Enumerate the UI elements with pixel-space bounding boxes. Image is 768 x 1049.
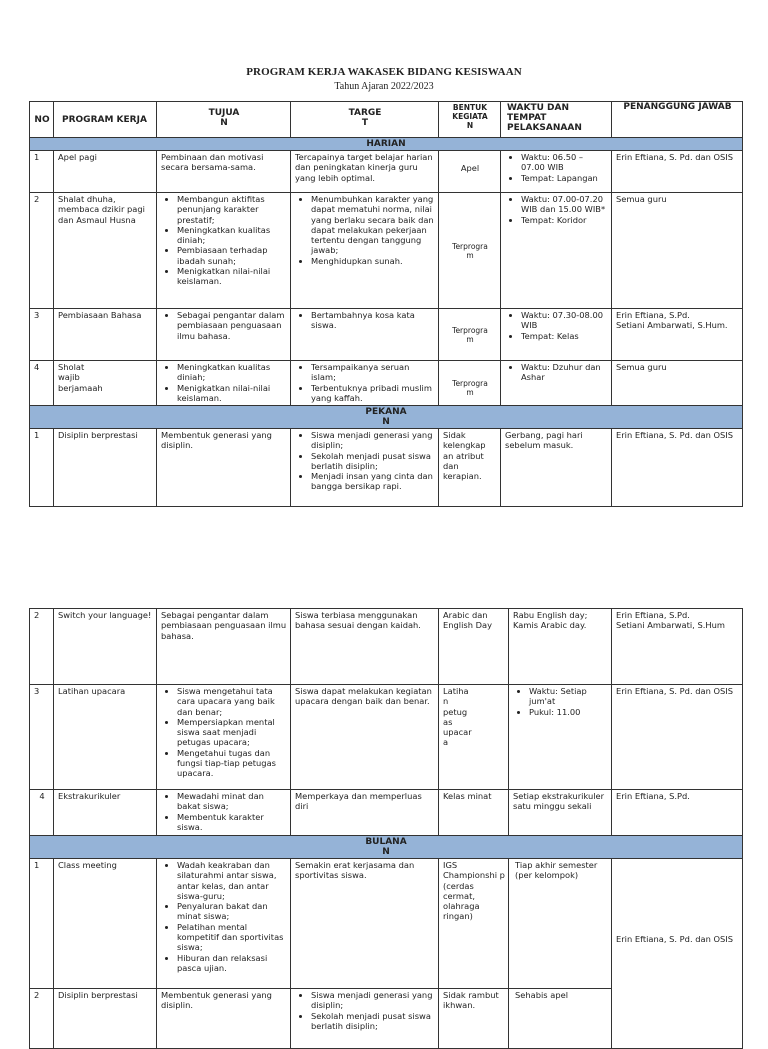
row-tujuan: Membentuk generasi yang disiplin. [157, 989, 291, 1049]
waktu-item: • Tempat: Lapangan [521, 173, 608, 183]
row-program: Disiplin berprestasi [54, 989, 157, 1049]
row-bentuk: Terprogra m [439, 361, 501, 406]
row-no: 2 [30, 989, 54, 1049]
tujuan-item: • Siswa mengetahui tata cara upacara yang baik dan benar; [177, 686, 287, 717]
header-penanggung-jawab: PENANGGUNG JAWAB [612, 102, 743, 138]
document-title: PROGRAM KERJA WAKASEK BIDANG KESISWAAN [246, 66, 522, 78]
row-no: 1 [30, 859, 54, 989]
target-item: • Bertambahnya kosa kata siswa. [311, 310, 435, 331]
row-program: Sholat wajib berjamaah [54, 361, 157, 406]
row-target [291, 193, 439, 309]
row-tujuan [157, 309, 291, 361]
waktu-item: • Waktu: Setiap jum'at [529, 686, 608, 707]
tujuan-item: • Pelatihan mental kompetitif dan sportivitas siswa; [177, 922, 287, 953]
row-waktu [501, 151, 612, 193]
row-bentuk: Sidak kelengkap an atribut dan kerapian. [439, 429, 501, 507]
waktu-item: • Waktu: 07.30-08.00 WIB [521, 310, 608, 331]
row-target: Siswa terbiasa menggunakan bahasa sesuai dengan kaidah. [291, 609, 439, 685]
row-no: 3 [30, 685, 54, 790]
tujuan-item: • Hiburan dan relaksasi pasca ujian. [177, 953, 287, 974]
row-program: Latihan upacara [54, 685, 157, 790]
row-pj: Erin Eftiana, S. Pd. dan OSIS [612, 151, 743, 193]
target-item: • Menjadi insan yang cinta dan bangga bersikap rapi. [311, 471, 435, 492]
target-item: • Tersampaikanya seruan islam; [311, 362, 435, 383]
row-target: Memperkaya dan memperluas diri [291, 790, 439, 836]
row-pj: Erin Eftiana, S.Pd. [612, 790, 743, 836]
header-row [30, 102, 743, 138]
tujuan-item: • Meningkatkan kualitas diniah; [177, 362, 287, 383]
row-program: Apel pagi [54, 151, 157, 193]
row-target: Tercapainya target belajar harian dan peningkatan kinerja guru yang lebih optimal. [291, 151, 439, 193]
table-row [30, 859, 743, 989]
waktu-item: • Waktu: 07.00-07.20 WIB dan 15.00 WIB* [521, 194, 608, 215]
row-tujuan: Membentuk generasi yang disiplin. [157, 429, 291, 507]
row-pj: Erin Eftiana, S.Pd. Setiani Ambarwati, S.Hum. [612, 309, 743, 361]
row-bentuk: Terprogra m [439, 193, 501, 309]
section-label: PEKANA N [30, 406, 743, 429]
table-row [30, 685, 743, 790]
section-label: BULANA N [30, 836, 743, 859]
document-subtitle: Tahun Ajaran 2022/2023 [334, 81, 434, 92]
row-bentuk: IGS Championshi p (cerdas cermat, olahraga ringan) [439, 859, 509, 989]
header-tujuan: TUJUA N [157, 102, 291, 138]
row-pj: Erin Eftiana, S.Pd. Setiani Ambarwati, S.Hum [612, 609, 743, 685]
row-waktu: Rabu English day; Kamis Arabic day. [509, 609, 612, 685]
row-program: Switch your language! [54, 609, 157, 685]
table-row [30, 193, 743, 309]
row-target: Siswa dapat melakukan kegiatan upacara dengan baik dan benar. [291, 685, 439, 790]
row-waktu [509, 685, 612, 790]
row-program: Pembiasaan Bahasa [54, 309, 157, 361]
tujuan-item: • Meningkatkan kualitas diniah; [177, 225, 287, 246]
row-no: 2 [30, 609, 54, 685]
row-bentuk: Arabic dan English Day [439, 609, 509, 685]
row-waktu [501, 309, 612, 361]
target-item: • Siswa menjadi generasi yang disiplin; [311, 990, 435, 1011]
header-bentuk: BENTUK KEGIATA N [439, 102, 501, 138]
header-target: TARGE T [291, 102, 439, 138]
tujuan-item: • Mempersiapkan mental siswa saat menjadi petugas upacara; [177, 717, 287, 748]
row-target [291, 309, 439, 361]
header-waktu: WAKTU DAN TEMPAT PELAKSANAAN [501, 102, 612, 138]
row-bentuk: Latiha n petug as upacar a [439, 685, 509, 790]
tujuan-item: • Pembiasaan terhadap ibadah sunah; [177, 245, 287, 266]
waktu-item: • Pukul: 11.00 [529, 707, 608, 717]
row-waktu [501, 361, 612, 406]
waktu-item: • Waktu: Dzuhur dan Ashar [521, 362, 608, 383]
program-table-page1 [29, 101, 743, 507]
row-pj: Erin Eftiana, S. Pd. dan OSIS [612, 429, 743, 507]
row-target: Semakin erat kerjasama dan sportivitas siswa. [291, 859, 439, 989]
target-item: • Terbentuknya pribadi muslim yang kaffah. [311, 383, 435, 404]
row-no: 4 [30, 790, 54, 836]
target-item: • Sekolah menjadi pusat siswa berlatih disiplin; [311, 1011, 435, 1032]
row-target [291, 361, 439, 406]
tujuan-item: • Membentuk karakter siswa. [177, 812, 287, 833]
target-item: • Sekolah menjadi pusat siswa berlatih disiplin; [311, 451, 435, 472]
row-tujuan [157, 361, 291, 406]
row-pj: Semua guru [612, 361, 743, 406]
table-row [30, 609, 743, 685]
target-item: • Siswa menjadi generasi yang disiplin; [311, 430, 435, 451]
row-bentuk: Kelas minat [439, 790, 509, 836]
row-tujuan: Sebagai pengantar dalam pembiasaan penguasaan ilmu bahasa. [157, 609, 291, 685]
row-no: 2 [30, 193, 54, 309]
row-bentuk: Apel [439, 151, 501, 193]
row-program: Ekstrakurikuler [54, 790, 157, 836]
tujuan-item: • Sebagai pengantar dalam pembiasaan penguasaan ilmu bahasa. [177, 310, 287, 341]
target-item: • Menghidupkan sunah. [311, 256, 435, 266]
row-no: 1 [30, 151, 54, 193]
row-tujuan [157, 790, 291, 836]
tujuan-item: • Mengetahui tugas dan fungsi tiap-tiap petugas upacara. [177, 748, 287, 779]
row-bentuk: Sidak rambut ikhwan. [439, 989, 509, 1049]
section-bulanan [30, 836, 743, 859]
row-no: 3 [30, 309, 54, 361]
waktu-item: • Waktu: 06.50 – 07.00 WIB [521, 152, 608, 173]
row-tujuan [157, 193, 291, 309]
row-tujuan [157, 859, 291, 989]
tujuan-item: • Mewadahi minat dan bakat siswa; [177, 791, 287, 812]
target-item: • Menumbuhkan karakter yang dapat mematuhi norma, nilai yang berlaku secara baik dan dapat melakukan pekerjaan tertentu dengan tanggung jawab; [311, 194, 435, 256]
row-no: 1 [30, 429, 54, 507]
tujuan-item: • Wadah keakraban dan silaturahmi antar siswa, antar kelas, dan antar siswa-guru; [177, 860, 287, 901]
waktu-item: • Tempat: Kelas [521, 331, 608, 341]
section-harian [30, 138, 743, 151]
table-row [30, 790, 743, 836]
row-pj: Semua guru [612, 193, 743, 309]
row-tujuan [157, 685, 291, 790]
section-pekanan [30, 406, 743, 429]
program-table-page2 [29, 608, 743, 1049]
table-row [30, 429, 743, 507]
header-no: NO [30, 102, 54, 138]
row-program: Disiplin berprestasi [54, 429, 157, 507]
table-row [30, 151, 743, 193]
row-target [291, 989, 439, 1049]
row-bentuk: Terprogra m [439, 309, 501, 361]
table-row [30, 309, 743, 361]
waktu-item: • Tempat: Koridor [521, 215, 608, 225]
tujuan-item: • Menigkatkan nilai-nilai keislaman. [177, 266, 287, 287]
row-waktu: Sehabis apel [509, 989, 612, 1049]
row-waktu [501, 193, 612, 309]
row-program: Class meeting [54, 859, 157, 989]
section-label: HARIAN [30, 138, 743, 151]
row-pj: Erin Eftiana, S. Pd. dan OSIS [612, 685, 743, 790]
header-program: PROGRAM KERJA [54, 102, 157, 138]
row-no: 4 [30, 361, 54, 406]
table-row [30, 361, 743, 406]
row-waktu: Gerbang, pagi hari sebelum masuk. [501, 429, 612, 507]
tujuan-item: • Menigkatkan nilai-nilai keislaman. [177, 383, 287, 404]
row-tujuan: Pembinaan dan motivasi secara bersama-sama. [157, 151, 291, 193]
tujuan-item: • Membangun aktifitas penunjang karakter prestatif; [177, 194, 287, 225]
row-program: Shalat dhuha, membaca dzikir pagi dan Asmaul Husna [54, 193, 157, 309]
tujuan-item: • Penyaluran bakat dan minat siswa; [177, 901, 287, 922]
row-waktu: Setiap ekstrakurikuler satu minggu sekali [509, 790, 612, 836]
row-pj: Erin Eftiana, S. Pd. dan OSIS [612, 859, 743, 1049]
row-target [291, 429, 439, 507]
row-waktu: Tiap akhir semester (per kelompok) [509, 859, 612, 989]
